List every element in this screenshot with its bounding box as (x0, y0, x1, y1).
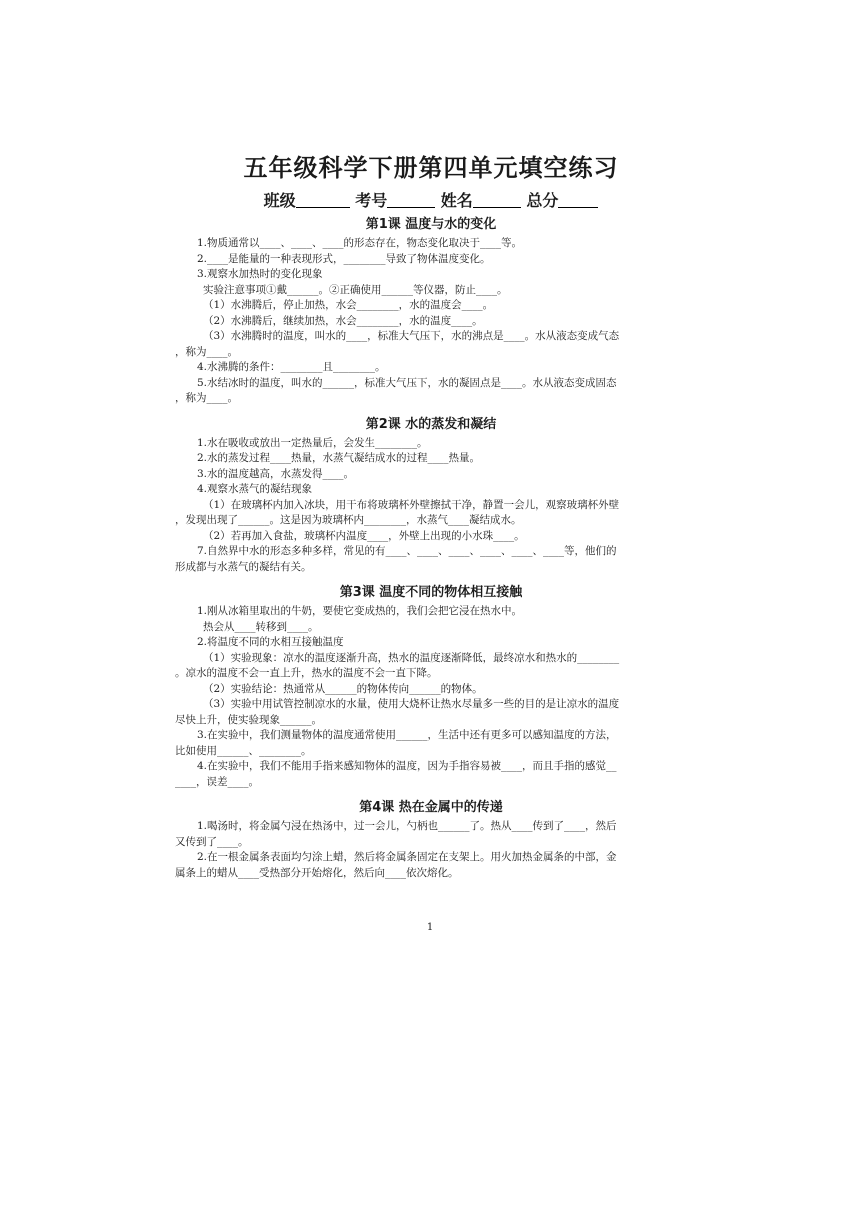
section-heading: 第4课 热在金属中的传递 (359, 800, 503, 815)
section-4 (171, 797, 691, 881)
class-label: 班级 (263, 191, 296, 210)
question-line: 属条上的蜡从____受热部分开始熔化，然后向____依次熔化。 (175, 866, 459, 879)
question-line: 比如使用______、________。 (175, 744, 312, 757)
student-info-line (171, 188, 691, 214)
question-line: 1.刚从冰箱里取出的牛奶，要使它变成热的，我们会把它浸在热水中。 (197, 605, 523, 617)
question-line: 形成都与水蒸气的凝结有关。 (175, 560, 312, 573)
question-line: 4.观察水蒸气的凝结现象 (197, 483, 313, 495)
question-line: 。凉水的温度不会一直上升，热水的温度不会一直下降。 (175, 667, 438, 679)
question-line: ，称为____。 (175, 392, 238, 404)
question-line: （2）实验结论：热通常从______的物体传向______的物体。 (203, 682, 483, 695)
question-line: 1.水在吸收或放出一定热量后，会发生________。 (197, 436, 428, 449)
question-line: 3.观察水加热时的变化现象 (197, 268, 323, 280)
worksheet (171, 150, 691, 881)
question-line: （3）实验中用试管控制凉水的水量，使用大烧杯让热水尽量多一些的目的是让凉水的温度 (203, 698, 620, 710)
question-line: 5.水结冰时的温度，叫水的______，标准大气压下，水的凝固点是____。水从液态变成固态 (197, 376, 617, 389)
question-line: （1）水沸腾后，停止加热，水会________，水的温度会____。 (203, 299, 494, 311)
section-heading: 第1课 温度与水的变化 (365, 217, 497, 232)
question-line: 7.自然界中水的形态多种多样，常见的有____、____、____、____、____、____等，他们的 (197, 545, 617, 557)
exam-no-label: 考号 (355, 191, 388, 210)
question-line: ，发现出现了______。这是因为玻璃杯内________，水蒸气____凝结成水。 (175, 514, 522, 526)
section-3 (171, 582, 691, 790)
question-line: （2）若再加入食盐，玻璃杯内温度____，外壁上出现的小水珠____。 (203, 529, 525, 542)
question-line: （1）在玻璃杯内加入冰块，用干布将玻璃杯外壁擦拭干净，静置一会儿，观察玻璃杯外壁 (203, 498, 620, 511)
question-line: 4.在实验中，我们不能用手指来感知物体的温度，因为手指容易被____，而且手指的感觉__ (197, 760, 617, 772)
question-line: 3.在实验中，我们测量物体的温度通常使用______，生活中还有更多可以感知温度的方法， (197, 729, 617, 741)
class-blank[interactable] (296, 191, 350, 208)
question-line: 又传到了____。 (175, 835, 249, 848)
question-line: 热会从____转移到____。 (203, 620, 319, 633)
question-line: 2.水的蒸发过程____热量，水蒸气凝结成水的过程____热量。 (197, 452, 481, 464)
score-label: 总分 (526, 191, 559, 210)
question-line: （1）实验现象：凉水的温度逐渐升高，热水的温度逐渐降低，最终凉水和热水的________ (203, 651, 620, 664)
exam-no-blank[interactable] (387, 191, 435, 208)
question-line: 尽快上升，使实验现象______。 (175, 713, 322, 726)
worksheet-title: 五年级科学下册第四单元填空练习 (243, 154, 619, 182)
question-line: 2.在一根金属条表面均匀涂上蜡，然后将金属条固定在支架上。用火加热金属条的中部，金 (197, 851, 617, 863)
question-line: 2.____是能量的一种表现形式，________导致了物体温度变化。 (197, 252, 491, 265)
question-line: （3）水沸腾时的温度，叫水的____，标准大气压下，水的沸点是____。水从液态变成气态 (203, 330, 620, 342)
question-line: 1.喝汤时，将金属勺浸在热汤中，过一会儿，勺柄也______了。热从____传到了____，然后 (197, 820, 617, 832)
page-number: 1 (426, 922, 434, 933)
question-line: 1.物质通常以____、____、____的形态存在，物态变化取决于____等。 (197, 237, 523, 249)
sections (171, 214, 691, 881)
score-blank[interactable] (558, 191, 598, 208)
question-line: ____，误差____。 (175, 775, 259, 788)
question-line: 2.将温度不同的水相互接触温度 (197, 636, 344, 648)
section-2 (171, 414, 691, 576)
section-1 (171, 214, 691, 407)
question-line: 实验注意事项①戴______。②正确使用______等仪器，防止____。 (203, 283, 508, 296)
question-line: （2）水沸腾后，继续加热，水会________，水的温度____。 (203, 314, 483, 327)
question-line: 3.水的温度越高，水蒸发得____。 (197, 467, 355, 480)
question-line: ，称为____。 (175, 345, 238, 358)
question-line: 4.水沸腾的条件：________且________。 (197, 361, 386, 373)
section-heading: 第3课 温度不同的物体相互接触 (339, 585, 523, 600)
name-label: 姓名 (440, 191, 473, 210)
section-heading: 第2课 水的蒸发和凝结 (365, 416, 497, 432)
name-blank[interactable] (473, 191, 521, 208)
